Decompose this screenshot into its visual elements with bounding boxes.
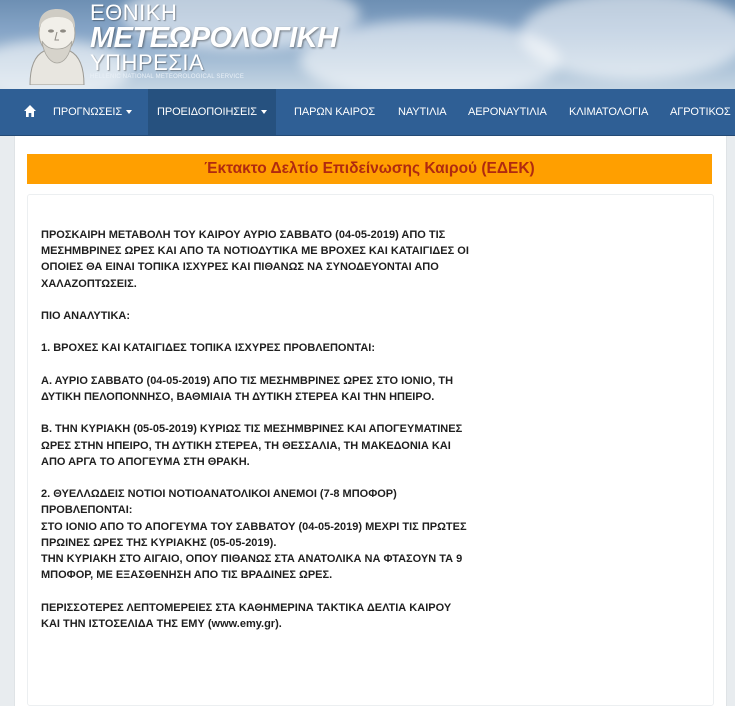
bulletin-line: 1. ΒΡΟΧΕΣ ΚΑΙ ΚΑΤΑΙΓΙΔΕΣ ΤΟΠΙΚΑ ΙΣΧΥΡΕΣ ΠΡΟΒΛΕΠΟΝΤΑΙ: xyxy=(41,342,375,355)
bulletin-line: ΧΑΛΑΖΟΠΤΩΣΕΙΣ. xyxy=(41,277,137,290)
bulletin-line: ΚΑΙ ΤΗΝ ΙΣΤΟΣΕΛΙΔΑ ΤΗΣ ΕΜΥ (www.emy.gr). xyxy=(41,617,282,630)
bulletin-line: ΔΥΤΙΚΗ ΠΕΛΟΠΟΝΝΗΣΟ, ΒΑΘΜΙΑΙΑ ΤΗ ΔΥΤΙΚΗ ΣΤΕΡΕΑ ΚΑΙ ΤΗΝ ΗΠΕΙΡΟ. xyxy=(41,390,435,403)
bulletin-line: ΤΗΝ ΚΥΡΙΑΚΗ ΣΤΟ ΑΙΓΑΙΟ, ΟΠΟΥ ΠΙΘΑΝΩΣ ΣΤΑ ΑΝΑΤΟΛΙΚΑ ΝΑ ΦΤΑΣΟΥΝ ΤΑ 9 xyxy=(41,552,463,565)
aristotle-logo[interactable] xyxy=(22,3,92,85)
nav-item-label: ΠΡΟΓΝΩΣΕΙΣ xyxy=(53,106,123,118)
logo-line-2: ΜΕΤΕΩΡΟΛΟΓΙΚΗ xyxy=(90,22,338,54)
nav-item-forecasts[interactable] xyxy=(53,89,132,135)
nav-item-agricultural[interactable] xyxy=(670,89,731,135)
bulletin-line: ΠΙΟ ΑΝΑΛΥΤΙΚΑ: xyxy=(41,310,131,322)
bulletin-line: Α. ΑΥΡΙΟ ΣΑΒΒΑΤΟ (04-05-2019) ΑΠΟ ΤΙΣ ΜΕΣΗΜΒΡΙΝΕΣ ΩΡΕΣ ΣΤΟ ΙΟΝΙΟ, ΤΗ xyxy=(41,374,454,387)
bulletin-paragraph xyxy=(41,373,561,405)
bulletin-line: ΠΡΟΣΚΑΙΡΗ ΜΕΤΑΒΟΛΗ ΤΟΥ ΚΑΙΡΟΥ ΑΥΡΙΟ ΣΑΒΒΑΤΟ (04-05-2019) ΑΠΟ ΤΙΣ xyxy=(41,229,446,241)
bulletin-text xyxy=(41,227,561,648)
nav-item-label: ΠΡΟΕΙΔΟΠΟΙΗΣΕΙΣ xyxy=(157,106,257,118)
nav-item-label: ΑΓΡΟΤΙΚΟΣ xyxy=(670,106,731,118)
bulletin-line: ΜΠΟΦΟΡ, ΜΕ ΕΞΑΣΘΕΝΗΣΗ ΑΠΟ ΤΙΣ ΒΡΑΔΙΝΕΣ ΩΡΕΣ. xyxy=(41,569,333,582)
logo-line-1: ΕΘΝΙΚΗ xyxy=(90,0,178,25)
nav-item-label: ΑΕΡΟΝΑΥΤΙΛΙΑ xyxy=(468,106,547,118)
bulletin-paragraph xyxy=(41,340,561,356)
nav-item-aviation[interactable] xyxy=(468,89,547,135)
site-logo-text[interactable] xyxy=(90,2,338,81)
bulletin-line: ΠΡΩΙΝΕΣ ΩΡΕΣ ΤΗΣ ΚΥΡΙΑΚΗΣ (05-05-2019). xyxy=(41,536,277,549)
main-nav xyxy=(0,89,735,135)
bulletin-line: ΑΠΟ ΑΡΓΑ ΤΟ ΑΠΟΓΕΥΜΑ ΣΤΗ ΘΡΑΚΗ. xyxy=(41,455,250,468)
bulletin-line: ΠΕΡΙΣΣΟΤΕΡΕΣ ΛΕΠΤΟΜΕΡΕΙΕΣ ΣΤΑ ΚΑΘΗΜΕΡΙΝΑ ΤΑΚΤΙΚΑ ΔΕΛΤΙΑ ΚΑΙΡΟΥ xyxy=(41,601,452,614)
nav-item-shipping[interactable] xyxy=(398,89,447,135)
site-header xyxy=(0,0,735,89)
chevron-down-icon xyxy=(261,110,267,114)
bulletin-paragraph xyxy=(41,308,561,324)
nav-item-label: ΝΑΥΤΙΛΙΑ xyxy=(398,106,447,118)
bulletin-line: Β. ΤΗΝ ΚΥΡΙΑΚΗ (05-05-2019) ΚΥΡΙΩΣ ΤΙΣ ΜΕΣΗΜΒΡΙΝΕΣ ΚΑΙ ΑΠΟΓΕΥΜΑΤΙΝΕΣ xyxy=(41,423,463,436)
bulletin-line: ΠΡΟΒΛΕΠΟΝΤΑΙ: xyxy=(41,504,133,517)
bulletin-line: ΜΕΣΗΜΒΡΙΝΕΣ ΩΡΕΣ ΚΑΙ ΑΠΟ ΤΑ ΝΟΤΙΟΔΥΤΙΚΑ ΜΕ ΒΡΟΧΕΣ ΚΑΙ ΚΑΤΑΙΓΙΔΕΣ ΟΙ xyxy=(41,245,469,258)
bulletin-title: Έκτακτο Δελτίο Επιδείνωσης Καιρού (ΕΔΕΚ) xyxy=(27,154,712,184)
bulletin-paragraph xyxy=(41,227,561,292)
bulletin-line: ΩΡΕΣ ΣΤΗΝ ΗΠΕΙΡΟ, ΤΗ ΔΥΤΙΚΗ ΣΤΕΡΕΑ, ΤΗ ΘΕΣΣΑΛΙΑ, ΤΗ ΜΑΚΕΔΟΝΙΑ ΚΑΙ xyxy=(41,439,451,452)
bulletin-paragraph xyxy=(41,421,561,470)
nav-item-current-weather[interactable] xyxy=(294,89,375,135)
nav-item-label: ΚΛΙΜΑΤΟΛΟΓΙΑ xyxy=(569,106,649,118)
bulletin-paragraph xyxy=(41,486,561,583)
home-icon[interactable] xyxy=(23,104,37,118)
bulletin-line: ΟΠΟΙΕΣ ΘΑ ΕΙΝΑΙ ΤΟΠΙΚΑ ΙΣΧΥΡΕΣ ΚΑΙ ΠΙΘΑΝΩΣ ΝΑ ΣΥΝΟΔΕΥΟΝΤΑΙ ΑΠΟ xyxy=(41,261,439,274)
nav-item-climatology[interactable] xyxy=(569,89,648,135)
bulletin-line: 2. ΘΥΕΛΛΩΔΕΙΣ ΝΟΤΙΟΙ ΝΟΤΙΟΑΝΑΤΟΛΙΚΟΙ ΑΝΕΜΟΙ (7-8 ΜΠΟΦΟΡ) xyxy=(41,488,397,501)
logo-subtitle: HELLENIC NATIONAL METEOROLOGICAL SERVICE xyxy=(90,74,245,80)
nav-item-warnings[interactable] xyxy=(148,89,276,135)
logo-line-3: ΥΠΗΡΕΣΙΑ xyxy=(90,50,205,75)
bulletin-line: ΣΤΟ ΙΟΝΙΟ ΑΠΟ ΤΟ ΑΠΟΓΕΥΜΑ ΤΟΥ ΣΑΒΒΑΤΟΥ (04-05-2019) ΜΕΧΡΙ ΤΙΣ ΠΡΩΤΕΣ xyxy=(41,520,467,533)
bulletin-paragraph xyxy=(41,600,561,632)
nav-item-label: ΠΑΡΩΝ ΚΑΙΡΟΣ xyxy=(294,106,376,118)
chevron-down-icon xyxy=(126,110,132,114)
